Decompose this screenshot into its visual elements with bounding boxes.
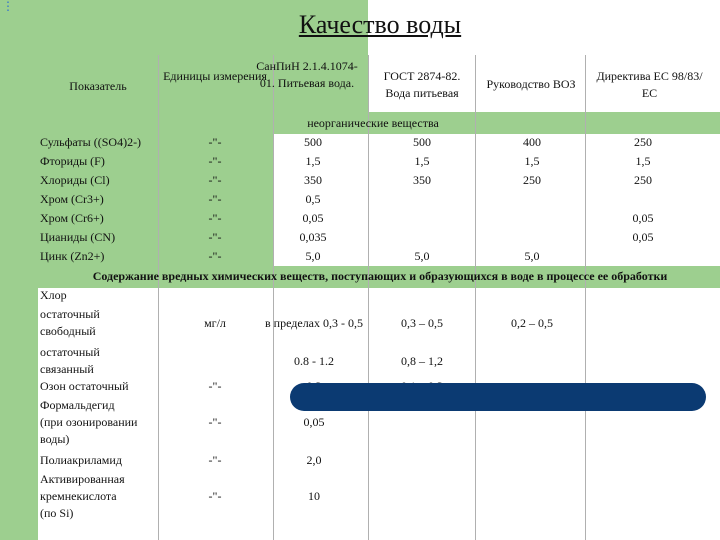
row-indicator: [40, 306, 158, 340]
indicator-line: Полиакриламид: [40, 453, 122, 467]
cell-unit: -"-: [208, 173, 222, 187]
cell-unit: -"-: [208, 415, 222, 429]
row-indicator: Сульфаты ((SO4)2-): [40, 135, 142, 149]
cell-sanpin: 0,5: [305, 192, 321, 206]
cell-eu: 1,5: [635, 154, 651, 168]
green-left-strip: [0, 0, 38, 540]
indicator-line: остаточный: [40, 345, 100, 359]
cell-sanpin: 0,05: [303, 415, 325, 429]
cell-unit: -"-: [208, 249, 222, 263]
cell-sanpin: 350: [304, 173, 322, 187]
cell-unit: -"-: [208, 230, 222, 244]
cell-who: 5,0: [524, 249, 540, 263]
indicator-line: воды): [40, 432, 70, 446]
cell-unit: -"-: [208, 192, 222, 206]
cell-sanpin: в пределах 0,3 - 0,5: [265, 315, 363, 330]
cell-sanpin: 0,035: [299, 230, 327, 244]
cell-who: 1,5: [524, 154, 540, 168]
indicator-line: кремнекислота: [40, 489, 117, 503]
drag-handle-icon[interactable]: ⋮: [2, 0, 14, 13]
row-indicator: Фториды (F): [40, 154, 105, 168]
header-indicator: Показатель: [69, 79, 127, 93]
indicator-line: Озон остаточный: [40, 379, 129, 393]
cell-gost: 500: [413, 135, 431, 149]
cell-eu: 250: [634, 173, 652, 187]
cell-eu: 0,05: [632, 230, 654, 244]
cell-eu: 250: [634, 135, 652, 149]
header-gost: ГОСТ 2874-82. Вода питьевая: [383, 69, 461, 100]
cell-gost: 350: [413, 173, 431, 187]
grid-line: [585, 55, 586, 540]
cell-sanpin: 0.8 - 1.2: [294, 353, 334, 368]
row-indicator: [40, 397, 158, 448]
header-eu: Директива ЕС 98/83/ЕС: [596, 69, 703, 100]
indicator-line: связанный: [40, 362, 94, 376]
section-title-treatment: Содержание вредных химических веществ, поступающих и образующихся в воде в процессе ее обработки: [92, 269, 668, 283]
grid-line: [475, 55, 476, 540]
cell-gost: 1,5: [414, 154, 430, 168]
row-indicator: [40, 287, 158, 304]
cell-unit: -"-: [208, 135, 222, 149]
indicator-line: свободный: [40, 324, 96, 338]
row-indicator: [40, 471, 158, 522]
row-indicator: Хром (Cr3+): [40, 192, 104, 206]
indicator-line: (по Si): [40, 506, 74, 520]
cell-who: 250: [523, 173, 541, 187]
row-indicator: Хром (Cr6+): [40, 211, 104, 225]
grid-line: [158, 55, 159, 540]
indicator-line: Хлор: [40, 288, 67, 302]
indicator-line: Формальдегид: [40, 398, 115, 412]
row-indicator: Цинк (Zn2+): [40, 249, 105, 263]
cell-unit: мг/л: [204, 315, 226, 330]
cell-eu: 0,05: [632, 211, 654, 225]
cell-unit: -"-: [208, 379, 222, 393]
cell-gost: 5,0: [414, 249, 430, 263]
cell-who: 400: [523, 135, 541, 149]
cell-gost: 0,8 – 1,2: [401, 353, 443, 368]
cell-sanpin: 0,05: [302, 211, 324, 225]
row-indicator: Цианиды (CN): [40, 230, 116, 244]
header-units: Единицы измерения: [163, 69, 267, 83]
header-who: Руководство ВОЗ: [486, 77, 576, 91]
page-title: Качество воды: [298, 10, 462, 39]
row-indicator: [40, 344, 158, 378]
cell-sanpin: 2,0: [306, 453, 322, 467]
cell-unit: -"-: [208, 211, 222, 225]
row-indicator: [40, 452, 158, 469]
row-indicator: [40, 378, 158, 395]
cell-who: 0,2 – 0,5: [511, 315, 553, 330]
cell-sanpin: 5,0: [305, 249, 321, 263]
cell-sanpin: 10: [308, 489, 320, 503]
highlight-bar: [290, 383, 706, 411]
cell-unit: -"-: [208, 489, 222, 503]
cell-unit: -"-: [208, 154, 222, 168]
cell-gost: 0,3 – 0,5: [401, 315, 443, 330]
indicator-line: остаточный: [40, 307, 100, 321]
cell-sanpin: 500: [304, 135, 322, 149]
section-title-inorganic: неорганические вещества: [307, 116, 439, 130]
indicator-line: (при озонировании: [40, 415, 138, 429]
indicator-line: Активированная: [40, 472, 125, 486]
row-indicator: Хлориды (Cl): [40, 173, 110, 187]
cell-unit: -"-: [208, 453, 222, 467]
cell-sanpin: 1,5: [305, 154, 321, 168]
header-sanpin: СанПиН 2.1.4.1074-01. Питьевая вода.: [256, 59, 358, 90]
